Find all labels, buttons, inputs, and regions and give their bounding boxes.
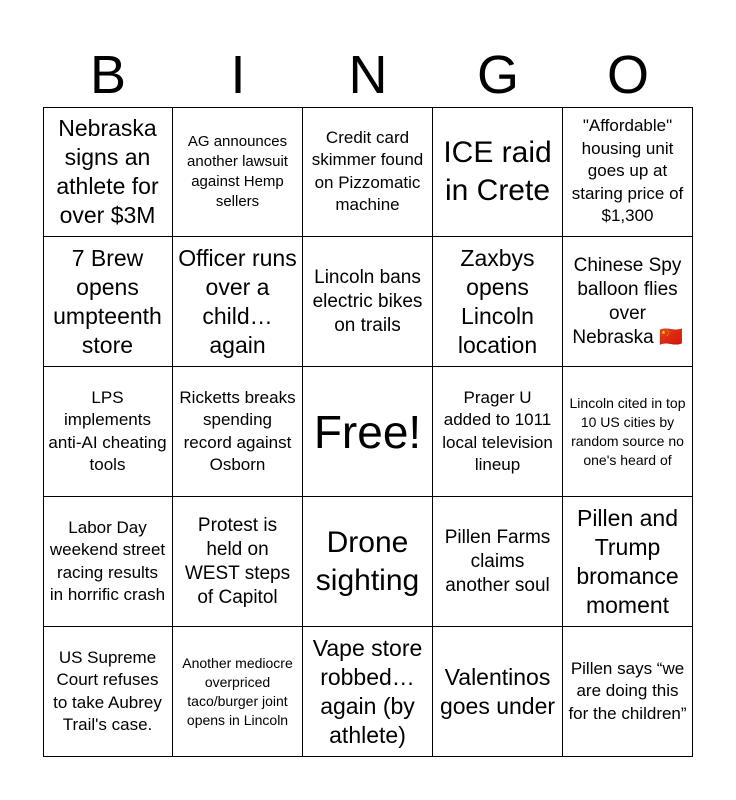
cell-text: 7 Brew opens umpteenth store: [53, 244, 162, 358]
cell-text: Credit card skimmer found on Pizzomatic machine: [311, 127, 424, 214]
cell-text: Vape store robbed… again (by athlete): [312, 634, 423, 748]
header-letter-o: O: [606, 45, 649, 105]
cell-text: Another mediocre overpriced taco/burger joint opens in Lincoln: [182, 654, 293, 728]
bingo-cell[interactable]: [433, 497, 563, 627]
bingo-cell[interactable]: [563, 497, 693, 627]
header-letter-i: I: [230, 45, 246, 105]
bingo-cell[interactable]: [173, 237, 303, 367]
bingo-cell[interactable]: [43, 237, 173, 367]
cell-text: Pillen Farms claims another soul: [444, 526, 551, 596]
bingo-cell[interactable]: [433, 627, 563, 757]
bingo-cell[interactable]: [173, 107, 303, 237]
free-space-text: Free!: [313, 405, 422, 458]
bingo-cell[interactable]: [563, 107, 693, 237]
bingo-cell[interactable]: [303, 627, 433, 757]
cell-text: Ricketts breaks spending record against Osborn: [179, 387, 296, 474]
bingo-grid: [43, 107, 693, 757]
cell-text: "Affordable" housing unit goes up at staring price of $1,300: [571, 116, 684, 226]
header-letter-n: N: [348, 45, 388, 105]
bingo-cell[interactable]: [173, 497, 303, 627]
bingo-header: [43, 45, 693, 105]
bingo-cell[interactable]: [433, 107, 563, 237]
cell-text: Chinese Spy balloon flies over Nebraska 🇨🇳: [572, 254, 683, 348]
cell-text: AG announces another lawsuit against Hemp sellers: [187, 132, 288, 210]
bingo-cell[interactable]: [433, 367, 563, 497]
cell-text: LPS implements anti-AI cheating tools: [48, 387, 167, 474]
cell-text: Labor Day weekend street racing results in horrific crash: [49, 517, 166, 604]
bingo-cell[interactable]: [563, 627, 693, 757]
cell-text: Pillen says “we are doing this for the children”: [568, 658, 687, 723]
bingo-cell[interactable]: [433, 237, 563, 367]
bingo-cell[interactable]: [303, 497, 433, 627]
bingo-cell[interactable]: [43, 107, 173, 237]
cell-text: Protest is held on WEST steps of Capitol: [184, 514, 291, 608]
bingo-cell[interactable]: [43, 497, 173, 627]
bingo-cell[interactable]: [303, 107, 433, 237]
cell-text: Lincoln bans electric bikes on trails: [312, 266, 423, 336]
header-letter-b: B: [89, 45, 127, 105]
bingo-cell[interactable]: [173, 367, 303, 497]
cell-text: Officer runs over a child… again: [178, 244, 297, 358]
cell-text: Pillen and Trump bromance moment: [576, 504, 679, 618]
bingo-cell[interactable]: [173, 627, 303, 757]
cell-text: Valentinos goes under: [439, 663, 556, 719]
cell-text: ICE raid in Crete: [443, 135, 552, 207]
cell-text: Prager U added to 1011 local television lineup: [442, 387, 553, 474]
free-space-cell[interactable]: [303, 367, 433, 497]
cell-text: US Supreme Court refuses to take Aubrey Trail's case.: [53, 647, 162, 734]
cell-text: Zaxbys opens Lincoln location: [457, 244, 538, 358]
bingo-cell[interactable]: [563, 367, 693, 497]
header-letter-g: G: [476, 45, 519, 105]
bingo-cell[interactable]: [43, 627, 173, 757]
bingo-cell[interactable]: [43, 367, 173, 497]
cell-text: Drone sighting: [315, 525, 420, 597]
cell-text: Nebraska signs an athlete for over $3M: [56, 114, 159, 228]
bingo-cell[interactable]: [303, 237, 433, 367]
bingo-cell[interactable]: [563, 237, 693, 367]
cell-text: Lincoln cited in top 10 US cities by random source no one's heard of: [569, 394, 686, 468]
